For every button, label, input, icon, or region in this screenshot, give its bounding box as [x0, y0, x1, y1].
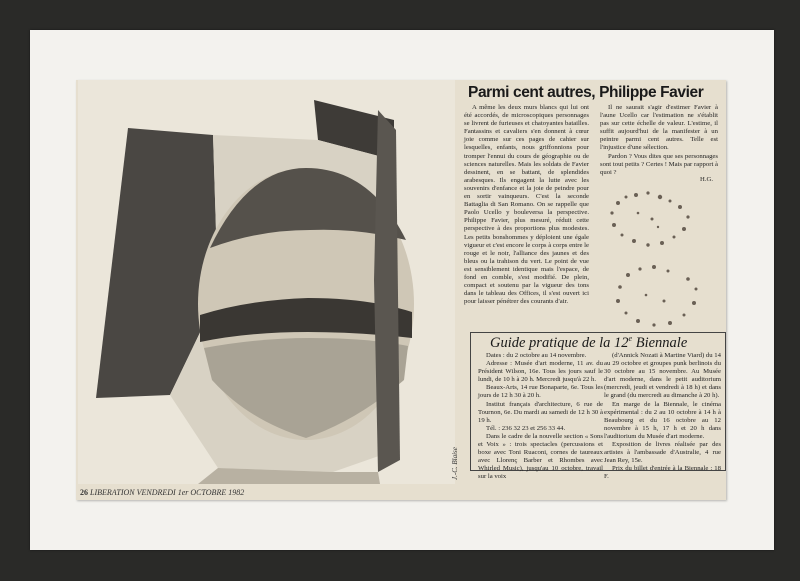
guide-entry: Institut français d'architecture, 6 rue de Tournon, 6e. Du mardi au samedi de 12 h 30 à 19 h. [478, 400, 603, 424]
guide-entry: Beaux-Arts, 14 rue Bonaparte, 6e. Tous les jours de 12 h 30 à 20 h. [478, 384, 603, 400]
paragraph: Pardon ? Vous dites que ses personnages sont tout petits ? Certes ! Mais par rapport à quoi ? [600, 152, 718, 176]
guide-entry: Dates : du 2 octobre au 14 novembre. [486, 352, 587, 359]
author-signature: H.G. [700, 176, 714, 183]
article-column-2 [600, 104, 718, 174]
page-number: 26 [80, 488, 88, 497]
artwork-photo [78, 80, 455, 484]
guide-entry: Exposition de livres réalisée par des artistes à l'ambassade d'Australie, 4 rue Jean Rey, 15e. [604, 441, 721, 465]
guide-entry: Prix du billet d'entrée à la Biennale : 18 F. [604, 465, 721, 481]
guide-entry: Dans le cadre de la nouvelle section « Sons et Voix » : trois spectacles (percussions et boxe avec Toni Ruaconi, cornes de taureaux avec Llorenç Barber et Rhombes avec Whirled Music), jusqu'au 10 octobre, travail sur la voix [478, 432, 603, 481]
paragraph: Il ne saurait s'agir d'estimer Favier à l'aune Ucello car l'estimation ne s'établit pas sur cette échelle de valeur. L'estime, il suffit aujourd'hui de la manifester à un peintre parmi cent autres. Telle est l'injustice d'une sélection. [600, 104, 718, 152]
guide-column-2 [604, 352, 721, 481]
guide-entry: Adresse : Musée d'art moderne, 11 av. du Président Wilson, 16e. Tous les jours sauf le lundi, de 10 h à 20 h. Mercredi jusqu'à 22 h. [478, 360, 603, 384]
favier-drawing-illustration [598, 183, 723, 338]
artwork-illustration [78, 80, 455, 484]
guide-entry: En marge de la Biennale, le cinéma expérimental : du 2 au 10 octobre à 14 h à Beaubourg et du 16 octobre au 12 novembre à 15 h, 17 h et 20 h dans l'auditorium du Musée d'art moderne. [604, 400, 721, 440]
guide-entry: (d'Annick Nozati à Martine Viard) du 14 au 29 octobre et groupes punk berlinois du 30 octobre au 15 novembre. Au Musée d'art moderne, dans le petit auditorium (mercredi, jeudi et vendredi à 18 h) et dans le grand (du mercredi au dimanche à 20 h). [604, 352, 721, 400]
article-title: Parmi cent autres, Philippe Favier [468, 84, 704, 101]
page-footer [80, 488, 380, 497]
newspaper-dateline: LIBERATION VENDREDI 1er OCTOBRE 1982 [90, 488, 245, 497]
right-strip-shape [374, 110, 400, 472]
article-column-1 [464, 104, 589, 366]
guide-entry: Tél. : 236 32 23 et 256 33 44. [486, 424, 566, 432]
photo-credit: J.-C. Blaise [451, 447, 459, 480]
paragraph: A même les deux murs blancs qui lui ont été accordés, de microscopiques personnages se livrent de furieuses et chatoyantes batailles. Fantassins et cavaliers s'en donnent à cœur joie comme sur ces pages de cahier sur lesquelles, enfants, nous griffonnions pour tromper l'ennui du cours de géographie ou de sciences naturelles. Mais les soldats de Favier dessinent, en se battant, de splendides arabesques. Ils engagent la lutte avec les souvenirs d'enfance et la joie de peindre pour en sortir vainqueurs. C'est la seconde Battaglia di San Romano. On se rappelle que Paolo Ucello y bouleversa la perspective. Philippe Favier, plus mesuré, réduit cette perspective à des proportions plus modestes. Les petits bonshommes y déploient une égale vigueur et c'est encore le corps à corps entre le rouge et le noir, l'alliance des jaunes et des bleus ou la trahison du vert. Le point de vue est sensiblement identique mais l'espace, de fond en comble, s'est modifié. De plein, compact et soutenu par la vigueur des tons dans le tableau des Offices, il s'est ouvert ici pour laisser pénétrer des courants d'air. [464, 104, 589, 306]
guide-title: Guide pratique de la 12e Biennale [490, 334, 688, 351]
guide-column-1 [478, 352, 603, 481]
